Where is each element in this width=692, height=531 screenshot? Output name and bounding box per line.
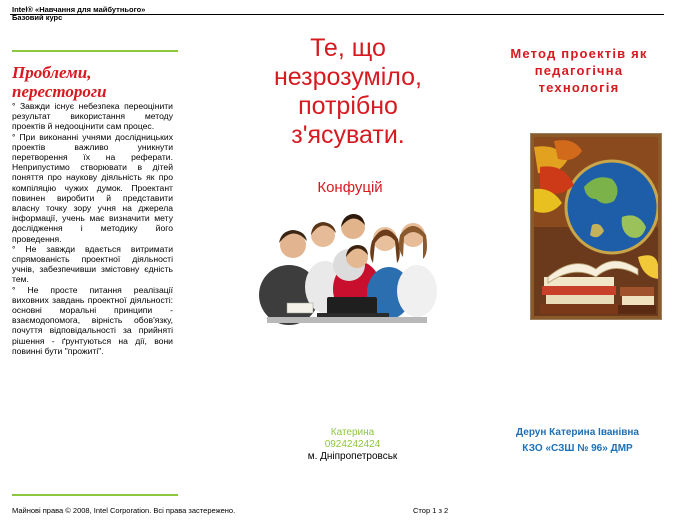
paragraph-1: ° Завжди існує небезпека переоцінити результат використання методу проектів й недооцінити сам процес.: [12, 101, 173, 132]
author-block: [490, 425, 665, 457]
contact-phone: 0924242424: [324, 439, 381, 450]
paragraph-3: ° Не завжди вдається витримати спрямованість проектної діяльності учнів, забезпечивши змістовну єдність тем.: [12, 243, 173, 285]
left-panel-text: [12, 101, 173, 356]
left-panel-title: Проблеми, перестороги: [12, 63, 107, 101]
quote-author: Конфуцій: [317, 179, 383, 196]
paragraph-4: ° Не просте питання реалізації виховних завдань проектної діяльності: основні моральні принципи - взаємодопомога, вірність обов'язку, почуття відповідальності за прийняті рішення - ґрунтуються на дії, вони повинні бути "прожиті".: [12, 284, 173, 356]
paragraph-2: ° При виконанні учнями дослідницьких проектів важливо уникнути перетворення їх на реферати. Неприпустимо створювати в дітей поняття про наукову діяльність як про компіляцію чужих думок. Проектант повинен виробити й представити власну точку зору учня на джерела інформації, учень має визначити мету дослідження і методику його проведення.: [12, 131, 173, 244]
footer-page-number: Стор 1 з 2: [413, 506, 449, 515]
contact-city: м. Дніпропетровськ: [307, 451, 398, 462]
school-name: КЗО «СЗШ № 96» ДМР: [522, 443, 633, 454]
contact-name: Катерина: [330, 427, 375, 438]
footer-copyright: Майнові права © 2008, Intel Corporation. Всі права застережено.: [12, 506, 236, 515]
header-rule: [10, 14, 664, 15]
left-top-divider: [12, 50, 178, 52]
brochure-title: Метод проектів як педагогічна технологія: [510, 46, 648, 95]
left-bottom-divider: [12, 494, 178, 496]
header-line-1: Intel® «Навчання для майбутнього»: [12, 5, 146, 14]
author-name: Дерун Катерина Іванівна: [516, 427, 639, 438]
students-group-photo: [257, 205, 437, 327]
header-line-2: Базовий курс: [12, 13, 63, 22]
books-and-globe-image: [530, 133, 662, 320]
quote-headline: Те, що незрозуміло, потрібно з'ясувати.: [273, 34, 422, 149]
contact-block: [270, 427, 435, 463]
